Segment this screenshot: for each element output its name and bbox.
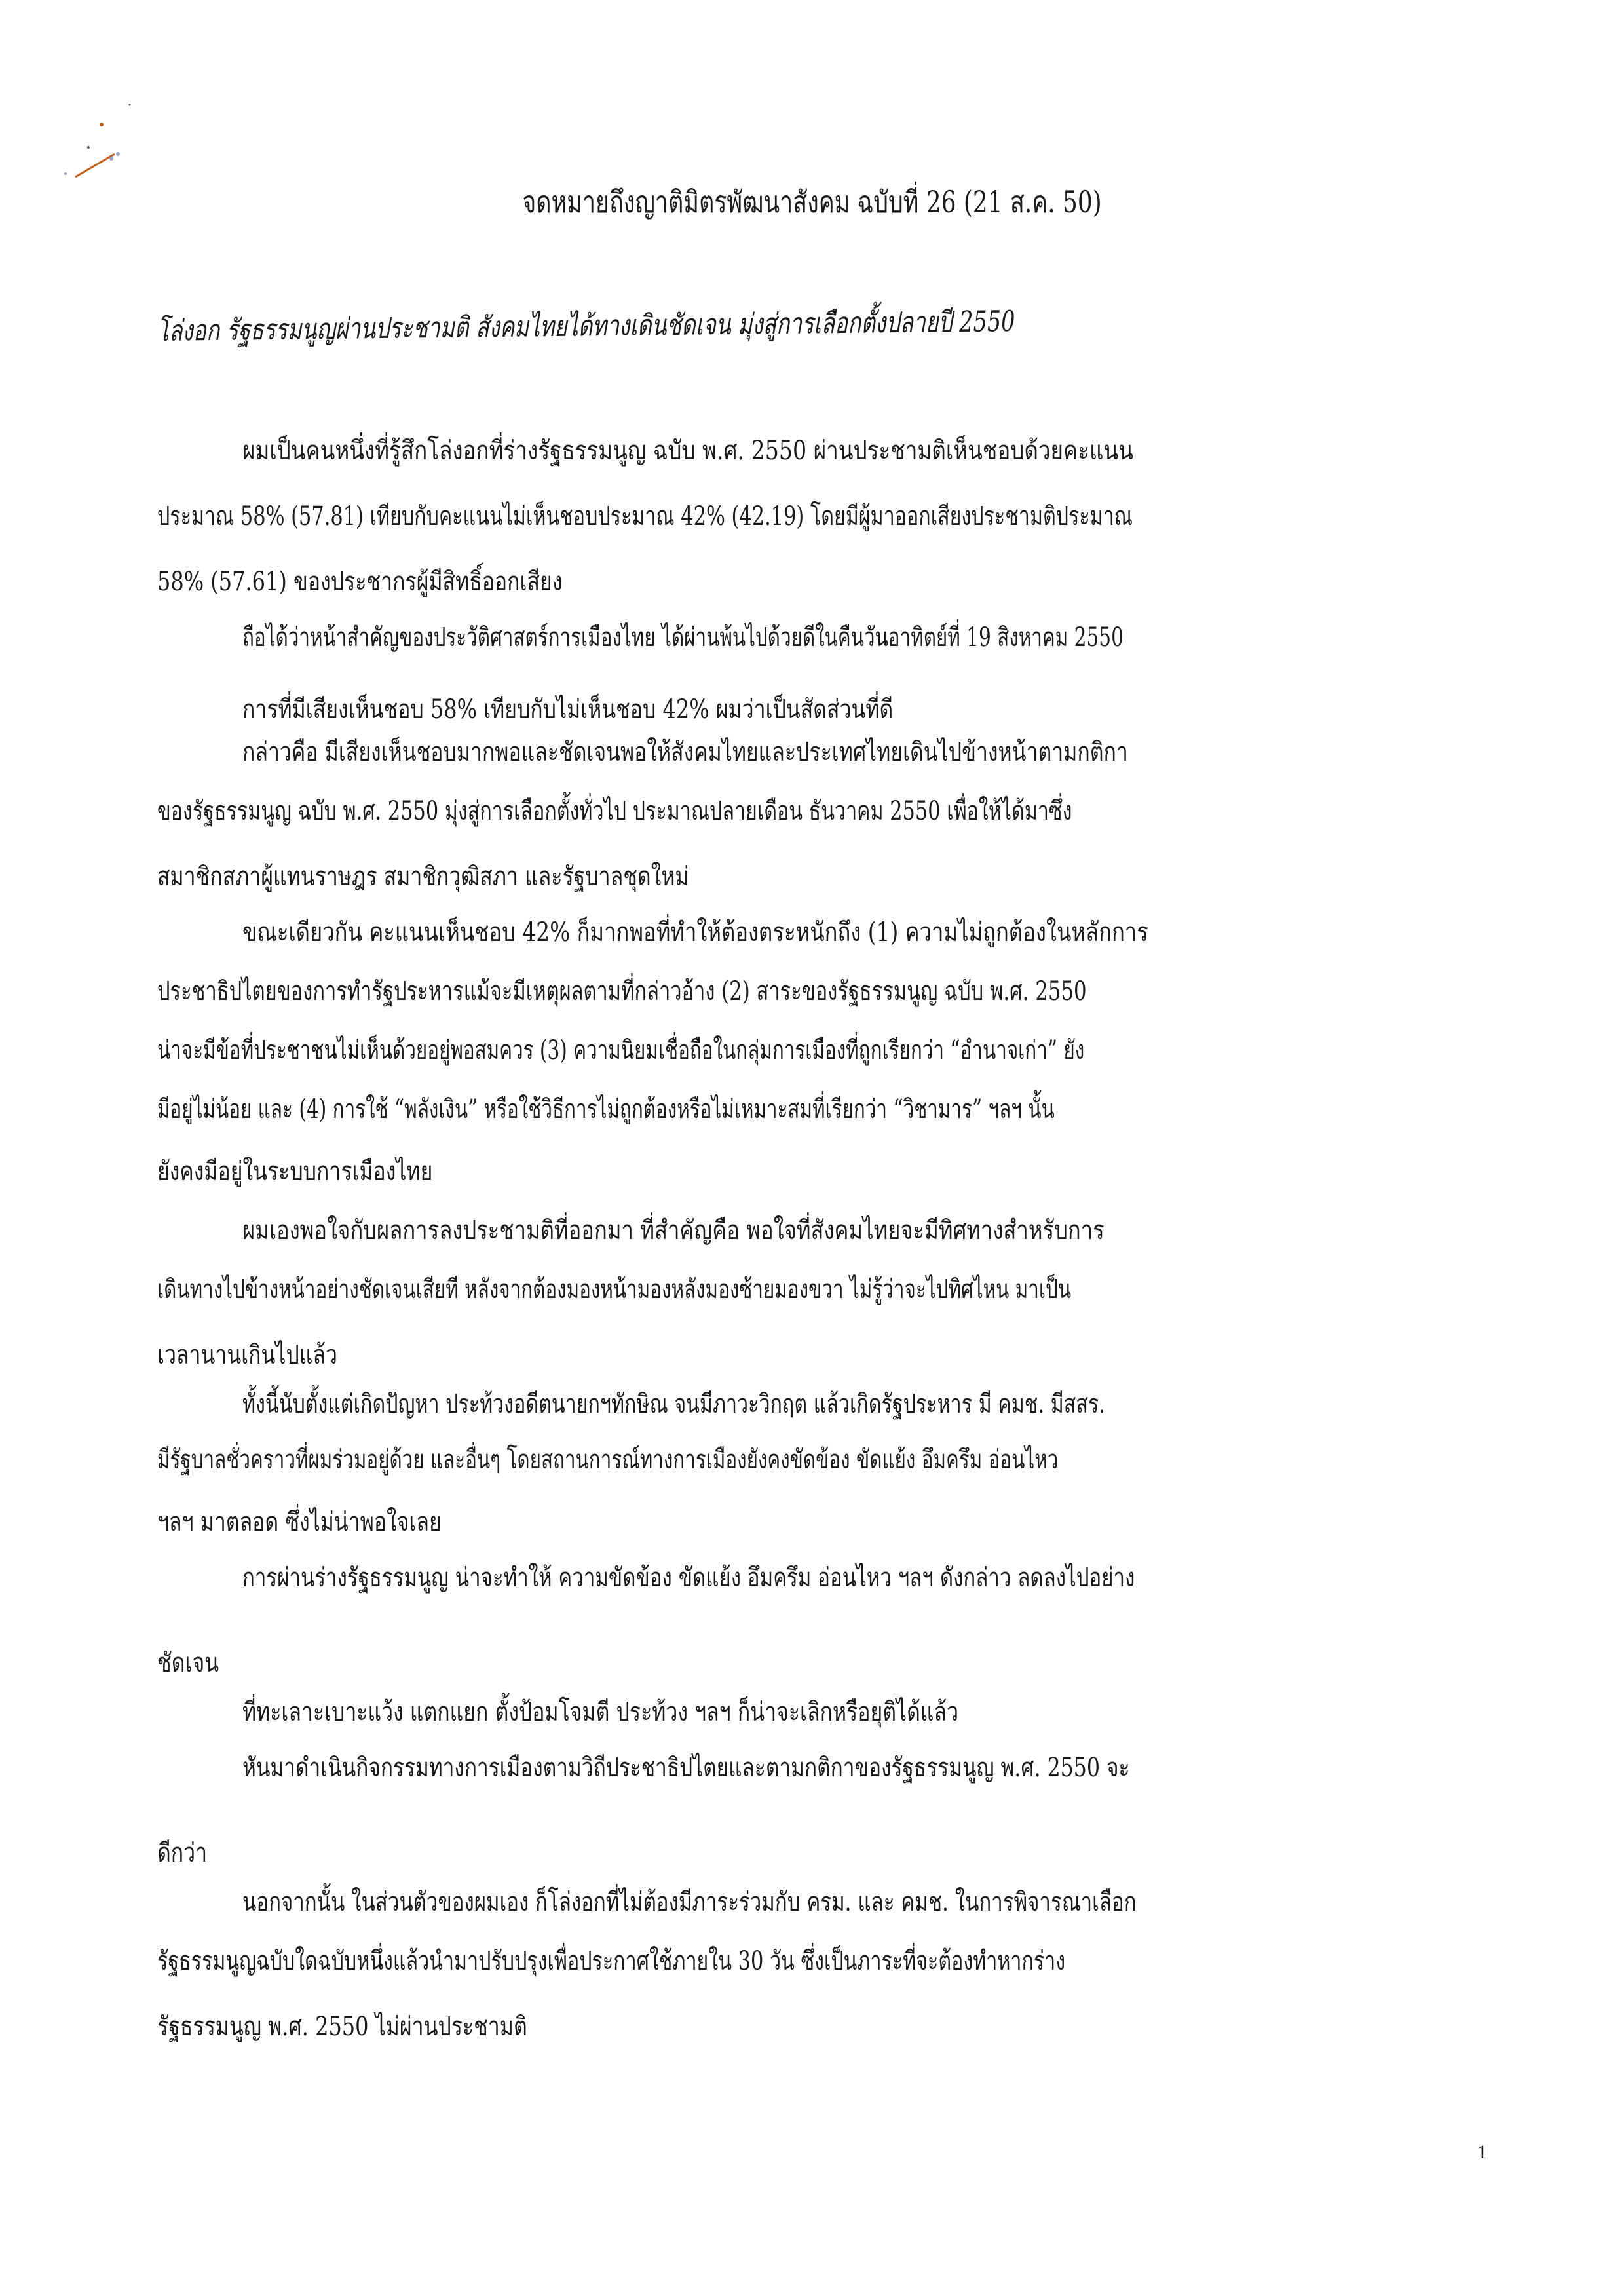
body-text-line: สมาชิกสภาผู้แทนราษฎร สมาชิกวุฒิสภา และรัฐบาลชุดใหม่ — [157, 862, 689, 892]
scan-artifact-mark — [52, 85, 131, 183]
body-text-line: ของรัฐธรรมนูญ ฉบับ พ.ศ. 2550 มุ่งสู่การเลือกตั้งทั่วไป ประมาณปลายเดือน ธันวาคม 2550 เพื่อให้ได้มาซึ่ง — [157, 796, 1072, 826]
body-text-line: มีรัฐบาลชั่วคราวที่ผมร่วมอยู่ด้วย และอื่นๆ โดยสถานการณ์ทางการเมืองยังคงขัดข้อง ขัดแย้ง อึมครึม อ่อนไหว — [157, 1445, 1059, 1475]
body-text-line: มีอยู่ไม่น้อย และ (4) การใช้ “พลังเงิน” หรือใช้วิธีการไม่ถูกต้องหรือไม่เหมาะสมที่เรียกว่า “วิชามาร” ฯลฯ นั้น — [157, 1094, 1055, 1124]
body-text-line: ฯลฯ มาตลอด ซึ่งไม่น่าพอใจเลย — [157, 1507, 442, 1537]
body-text-line: ดีกว่า — [157, 1838, 208, 1868]
body-text-line: ประชาธิปไตยของการทำรัฐประหารแม้จะมีเหตุผลตามที่กล่าวอ้าง (2) สาระของรัฐธรรมนูญ ฉบับ พ.ศ. 2550 — [157, 976, 1087, 1006]
body-text-line: น่าจะมีข้อที่ประชาชนไม่เห็นด้วยอยู่พอสมควร (3) ความนิยมเชื่อถือในกลุ่มการเมืองที่ถูกเรียกว่า “อำนาจเก่า” ยัง — [157, 1035, 1085, 1065]
body-text-line: ขณะเดียวกัน คะแนนเห็นชอบ 42% ก็มากพอที่ทำให้ต้องตระหนักถึง (1) ความไม่ถูกต้องในหลักการ — [242, 917, 1148, 947]
body-text-line: กล่าวคือ มีเสียงเห็นชอบมากพอและชัดเจนพอให้สังคมไทยและประเทศไทยเดินไปข้างหน้าตามกติกา — [242, 737, 1128, 767]
body-text-line: รัฐธรรมนูญ พ.ศ. 2550 ไม่ผ่านประชามติ — [157, 2012, 527, 2042]
letter-title: จดหมายถึงญาติมิตรพัฒนาสังคม ฉบับที่ 26 (21 ส.ค. 50) — [522, 184, 1102, 220]
body-text-line: เวลานานเกินไปแล้ว — [157, 1340, 337, 1370]
body-text-line: ผมเป็นคนหนึ่งที่รู้สึกโล่งอกที่ร่างรัฐธรรมนูญ ฉบับ พ.ศ. 2550 ผ่านประชามติเห็นชอบด้วยคะแนน — [242, 436, 1133, 466]
page-number: 1 — [1477, 2141, 1487, 2163]
body-text-line: เดินทางไปข้างหน้าอย่างชัดเจนเสียที หลังจากต้องมองหน้ามองหลังมองซ้ายมองขวา ไม่รู้ว่าจะไปทิศไหน มาเป็น — [157, 1274, 1072, 1305]
body-text-line: ถือได้ว่าหน้าสำคัญของประวัติศาสตร์การเมืองไทย ได้ผ่านพ้นไปด้วยดีในคืนวันอาทิตย์ที่ 19 สิงหาคม 2550 — [242, 622, 1124, 653]
body-text-line: รัฐธรรมนูญฉบับใดฉบับหนึ่งแล้วนำมาปรับปรุงเพื่อประกาศใช้ภายใน 30 วัน ซึ่งเป็นภาระที่จะต้องทำหากร่าง — [157, 1946, 1066, 1976]
body-text-line: 58% (57.61) ของประชากรผู้มีสิทธิ์ออกเสียง — [157, 567, 563, 597]
body-text-line: ประมาณ 58% (57.81) เทียบกับคะแนนไม่เห็นชอบประมาณ 42% (42.19) โดยมีผู้มาออกเสียงประชามติประมาณ — [157, 501, 1133, 531]
body-text-line: ทั้งนี้นับตั้งแต่เกิดปัญหา ประท้วงอดีตนายกฯทักษิณ จนมีภาวะวิกฤต แล้วเกิดรัฐประหาร มี คมช. มีสสร. — [242, 1389, 1105, 1419]
body-text-line: หันมาดำเนินกิจกรรมทางการเมืองตามวิถีประชาธิปไตยและตามกติกาของรัฐธรรมนูญ พ.ศ. 2550 จะ — [242, 1753, 1130, 1783]
letter-subtitle: โล่งอก รัฐธรรมนูญผ่านประชามติ สังคมไทยได้ทางเดินชัดเจน มุ่งสู่การเลือกตั้งปลายปี 2550 — [157, 304, 1015, 348]
body-text-line: ยังคงมีอยู่ในระบบการเมืองไทย — [157, 1157, 433, 1187]
body-text-line: การที่มีเสียงเห็นชอบ 58% เทียบกับไม่เห็นชอบ 42% ผมว่าเป็นสัดส่วนที่ดี — [242, 695, 894, 725]
body-text-line: ผมเองพอใจกับผลการลงประชามติที่ออกมา ที่สำคัญคือ พอใจที่สังคมไทยจะมีทิศทางสำหรับการ — [242, 1215, 1105, 1246]
body-text-line: นอกจากนั้น ในส่วนตัวของผมเอง ก็โล่งอกที่ไม่ต้องมีภาระร่วมกับ ครม. และ คมช. ในการพิจารณาเลือก — [242, 1887, 1137, 1917]
body-text-line: การผ่านร่างรัฐธรรมนูญ น่าจะทำให้ ความขัดข้อง ขัดแย้ง อึมครึม อ่อนไหว ฯลฯ ดังกล่าว ลดลงไปอย่าง — [242, 1563, 1135, 1593]
body-text-line: ที่ทะเลาะเบาะแว้ง แตกแยก ตั้งป้อมโจมตี ประท้วง ฯลฯ ก็น่าจะเลิกหรือยุติได้แล้ว — [242, 1697, 959, 1727]
body-text-line: ชัดเจน — [157, 1648, 219, 1678]
